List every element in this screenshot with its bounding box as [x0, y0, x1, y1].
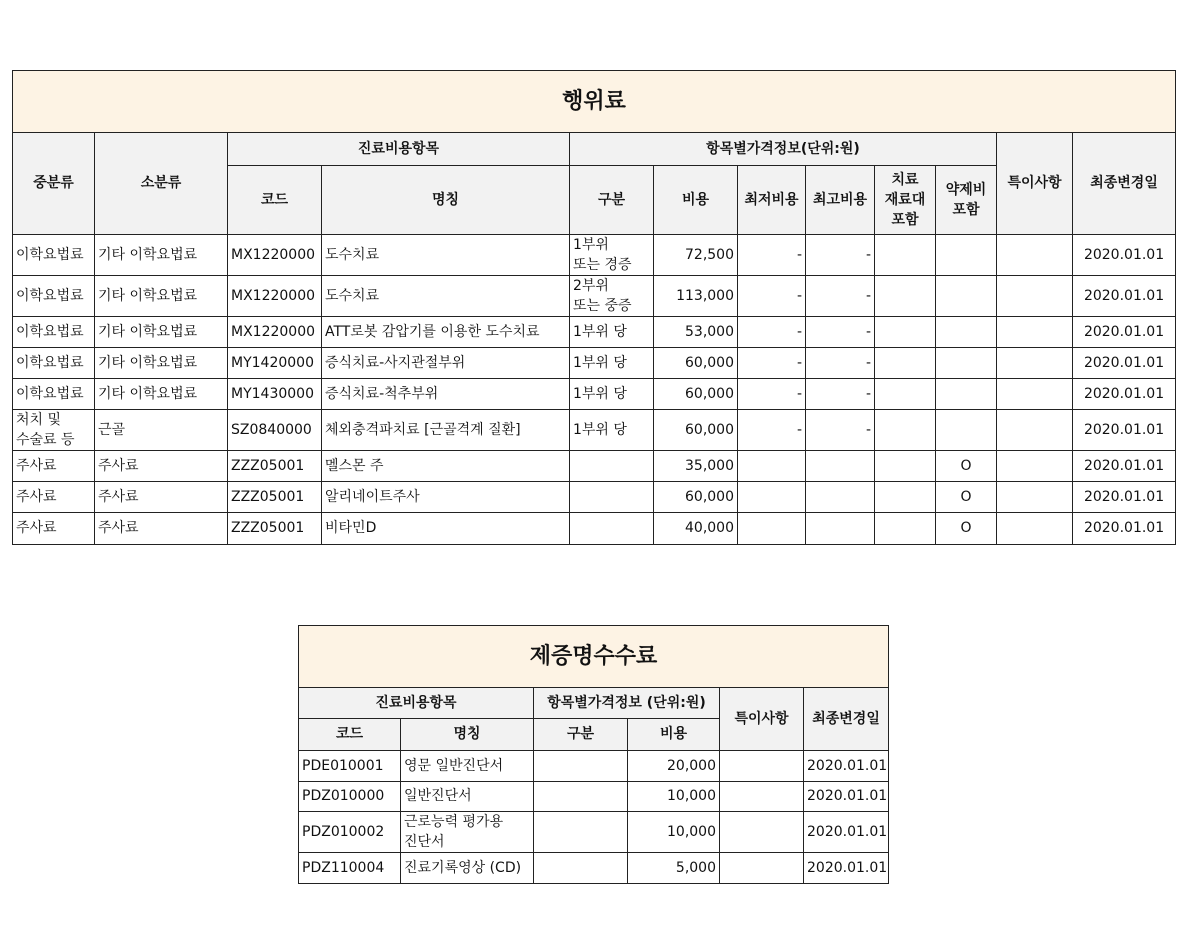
- table2-name-cell: 진료기록영상 (CD): [401, 853, 534, 884]
- table1-code-cell: ZZZ05001: [228, 482, 322, 513]
- table2-code-cell: PDZ110004: [299, 853, 401, 884]
- table1-sub-category-cell: 기타 이학요법료: [95, 379, 228, 410]
- table2-code-cell: PDZ010002: [299, 812, 401, 853]
- header-type: 구분: [534, 719, 628, 751]
- table1-note-cell: [997, 482, 1073, 513]
- table1-min-cost-cell: [738, 513, 806, 545]
- table1-sub-category-cell: 주사료: [95, 451, 228, 482]
- header-code: 코드: [228, 166, 322, 235]
- table2-date-cell: 2020.01.01: [804, 751, 889, 782]
- table1-drug-cell: [936, 317, 997, 348]
- table2-type-cell: [534, 751, 628, 782]
- table1-min-cost-cell: [738, 451, 806, 482]
- table1-mid-category-cell: 이학요법료: [13, 317, 95, 348]
- table2-date-cell: 2020.01.01: [804, 812, 889, 853]
- table1-mid-category-cell: 주사료: [13, 451, 95, 482]
- table1-name-cell: 알리네이트주사: [322, 482, 570, 513]
- table1-date-cell: 2020.01.01: [1073, 317, 1176, 348]
- table1-code-cell: MX1220000: [228, 276, 322, 317]
- header-note: 특이사항: [720, 688, 804, 751]
- table1-note-cell: [997, 276, 1073, 317]
- header-sub-category: 소분류: [95, 133, 228, 235]
- table1-sub-category-cell: 주사료: [95, 513, 228, 545]
- table2-cost-cell: 10,000: [628, 812, 720, 853]
- table-row: [13, 348, 1176, 379]
- table1-cost-cell: 60,000: [654, 348, 738, 379]
- table1-type-cell: 1부위 당: [570, 317, 654, 348]
- table1-date-cell: 2020.01.01: [1073, 379, 1176, 410]
- table1-type-cell: [570, 482, 654, 513]
- header-note: 특이사항: [997, 133, 1073, 235]
- table1-mid-category-cell: 주사료: [13, 513, 95, 545]
- table1-mid-category-cell: 주사료: [13, 482, 95, 513]
- table1-max-cost-cell: [806, 513, 875, 545]
- header-min-cost: 최저비용: [738, 166, 806, 235]
- header-drug-included: 약제비 포함: [936, 166, 997, 235]
- table1-drug-cell: O: [936, 451, 997, 482]
- header-mid-category: 중분류: [13, 133, 95, 235]
- table1-code-cell: MY1430000: [228, 379, 322, 410]
- table1-type-cell: [570, 451, 654, 482]
- fee-table-certificates: [298, 625, 889, 884]
- table1-code-cell: MX1220000: [228, 235, 322, 276]
- table2-code-cell: PDE010001: [299, 751, 401, 782]
- table1-max-cost-cell: -: [806, 348, 875, 379]
- table1-max-cost-cell: [806, 451, 875, 482]
- table2-type-cell: [534, 853, 628, 884]
- table1-type-cell: 2부위 또는 중증: [570, 276, 654, 317]
- table2-date-cell: 2020.01.01: [804, 782, 889, 812]
- table1-min-cost-cell: -: [738, 410, 806, 451]
- table1-note-cell: [997, 348, 1073, 379]
- table1-max-cost-cell: -: [806, 276, 875, 317]
- table1-note-cell: [997, 513, 1073, 545]
- table2-type-cell: [534, 812, 628, 853]
- header-material-included: 치료 재료대 포함: [875, 166, 936, 235]
- table2-code-cell: PDZ010000: [299, 782, 401, 812]
- table1-note-cell: [997, 235, 1073, 276]
- table2-cost-cell: 5,000: [628, 853, 720, 884]
- table-row: [13, 482, 1176, 513]
- table1-material-cell: [875, 482, 936, 513]
- table1-cost-cell: 60,000: [654, 482, 738, 513]
- table-row: [299, 812, 889, 853]
- table1-min-cost-cell: -: [738, 379, 806, 410]
- table1-sub-category-cell: 기타 이학요법료: [95, 235, 228, 276]
- table1-sub-category-cell: 기타 이학요법료: [95, 276, 228, 317]
- table-row: [13, 410, 1176, 451]
- table2-cost-cell: 20,000: [628, 751, 720, 782]
- table1-material-cell: [875, 379, 936, 410]
- table1-sub-category-cell: 기타 이학요법료: [95, 317, 228, 348]
- table-row: [13, 235, 1176, 276]
- header-date: 최종변경일: [1073, 133, 1176, 235]
- table1-sub-category-cell: 근골: [95, 410, 228, 451]
- table1-material-cell: [875, 348, 936, 379]
- table1-drug-cell: O: [936, 513, 997, 545]
- table2-name-cell: 일반진단서: [401, 782, 534, 812]
- table1-min-cost-cell: -: [738, 317, 806, 348]
- table1-material-cell: [875, 451, 936, 482]
- table1-type-cell: 1부위 또는 경증: [570, 235, 654, 276]
- table1-drug-cell: [936, 379, 997, 410]
- table2-note-cell: [720, 853, 804, 884]
- table1-material-cell: [875, 276, 936, 317]
- table1-max-cost-cell: [806, 482, 875, 513]
- table1-mid-category-cell: 이학요법료: [13, 276, 95, 317]
- table1-sub-category-cell: 주사료: [95, 482, 228, 513]
- table1-mid-category-cell: 이학요법료: [13, 235, 95, 276]
- table1-drug-cell: [936, 348, 997, 379]
- table1-date-cell: 2020.01.01: [1073, 276, 1176, 317]
- table1-sub-category-cell: 기타 이학요법료: [95, 348, 228, 379]
- table1-mid-category-cell: 이학요법료: [13, 348, 95, 379]
- table2-type-cell: [534, 782, 628, 812]
- table1-note-cell: [997, 451, 1073, 482]
- table-row: [299, 853, 889, 884]
- table1-code-cell: ZZZ05001: [228, 451, 322, 482]
- table1-type-cell: [570, 513, 654, 545]
- table1-drug-cell: [936, 410, 997, 451]
- header-code: 코드: [299, 719, 401, 751]
- table1-date-cell: 2020.01.01: [1073, 451, 1176, 482]
- table1-max-cost-cell: -: [806, 235, 875, 276]
- header-price-group: 항목별가격정보(단위:원): [570, 133, 997, 166]
- table1-name-cell: 비타민D: [322, 513, 570, 545]
- table1-date-cell: 2020.01.01: [1073, 482, 1176, 513]
- table1-mid-category-cell: 처치 및 수술료 등: [13, 410, 95, 451]
- table1-min-cost-cell: -: [738, 276, 806, 317]
- table1-max-cost-cell: -: [806, 410, 875, 451]
- table1-cost-cell: 60,000: [654, 379, 738, 410]
- table-row: [13, 276, 1176, 317]
- header-cost: 비용: [628, 719, 720, 751]
- table-title: 제증명수수료: [299, 626, 889, 688]
- table1-material-cell: [875, 410, 936, 451]
- table1-cost-cell: 60,000: [654, 410, 738, 451]
- table1-type-cell: 1부위 당: [570, 348, 654, 379]
- table1-code-cell: SZ0840000: [228, 410, 322, 451]
- table1-cost-cell: 35,000: [654, 451, 738, 482]
- table1-type-cell: 1부위 당: [570, 410, 654, 451]
- table-row: [13, 451, 1176, 482]
- fee-table-procedures: [12, 70, 1176, 545]
- header-price-group: 항목별가격정보 (단위:원): [534, 688, 720, 719]
- table-row: [13, 513, 1176, 545]
- header-name: 명칭: [322, 166, 570, 235]
- table-row: [299, 751, 889, 782]
- table2-cost-cell: 10,000: [628, 782, 720, 812]
- table1-name-cell: 도수치료: [322, 235, 570, 276]
- table1-cost-cell: 53,000: [654, 317, 738, 348]
- table2-note-cell: [720, 751, 804, 782]
- table1-note-cell: [997, 317, 1073, 348]
- header-max-cost: 최고비용: [806, 166, 875, 235]
- table1-name-cell: ATT로봇 감압기를 이용한 도수치료: [322, 317, 570, 348]
- table-row: [299, 782, 889, 812]
- table1-min-cost-cell: [738, 482, 806, 513]
- table2-name-cell: 근로능력 평가용 진단서: [401, 812, 534, 853]
- table1-date-cell: 2020.01.01: [1073, 410, 1176, 451]
- table1-material-cell: [875, 235, 936, 276]
- table1-code-cell: MX1220000: [228, 317, 322, 348]
- table1-max-cost-cell: -: [806, 317, 875, 348]
- table1-drug-cell: [936, 276, 997, 317]
- table-row: [13, 317, 1176, 348]
- header-item-group: 진료비용항목: [228, 133, 570, 166]
- header-date: 최종변경일: [804, 688, 889, 751]
- table1-cost-cell: 113,000: [654, 276, 738, 317]
- table1-material-cell: [875, 317, 936, 348]
- table1-name-cell: 체외충격파치료 [근골격계 질환]: [322, 410, 570, 451]
- table1-date-cell: 2020.01.01: [1073, 348, 1176, 379]
- table-title: 행위료: [13, 71, 1176, 133]
- table1-cost-cell: 72,500: [654, 235, 738, 276]
- header-name: 명칭: [401, 719, 534, 751]
- table2-note-cell: [720, 812, 804, 853]
- table1-max-cost-cell: -: [806, 379, 875, 410]
- table2-note-cell: [720, 782, 804, 812]
- table1-type-cell: 1부위 당: [570, 379, 654, 410]
- table1-note-cell: [997, 379, 1073, 410]
- table1-drug-cell: O: [936, 482, 997, 513]
- header-type: 구분: [570, 166, 654, 235]
- header-item-group: 진료비용항목: [299, 688, 534, 719]
- table1-note-cell: [997, 410, 1073, 451]
- table1-code-cell: ZZZ05001: [228, 513, 322, 545]
- table1-material-cell: [875, 513, 936, 545]
- table1-min-cost-cell: -: [738, 348, 806, 379]
- table1-name-cell: 도수치료: [322, 276, 570, 317]
- header-cost: 비용: [654, 166, 738, 235]
- table2-date-cell: 2020.01.01: [804, 853, 889, 884]
- table1-drug-cell: [936, 235, 997, 276]
- table1-cost-cell: 40,000: [654, 513, 738, 545]
- table1-name-cell: 증식치료-척추부위: [322, 379, 570, 410]
- table2-name-cell: 영문 일반진단서: [401, 751, 534, 782]
- table1-name-cell: 멜스몬 주: [322, 451, 570, 482]
- table1-date-cell: 2020.01.01: [1073, 513, 1176, 545]
- table1-mid-category-cell: 이학요법료: [13, 379, 95, 410]
- table1-code-cell: MY1420000: [228, 348, 322, 379]
- table1-date-cell: 2020.01.01: [1073, 235, 1176, 276]
- table1-min-cost-cell: -: [738, 235, 806, 276]
- table1-name-cell: 증식치료-사지관절부위: [322, 348, 570, 379]
- table-row: [13, 379, 1176, 410]
